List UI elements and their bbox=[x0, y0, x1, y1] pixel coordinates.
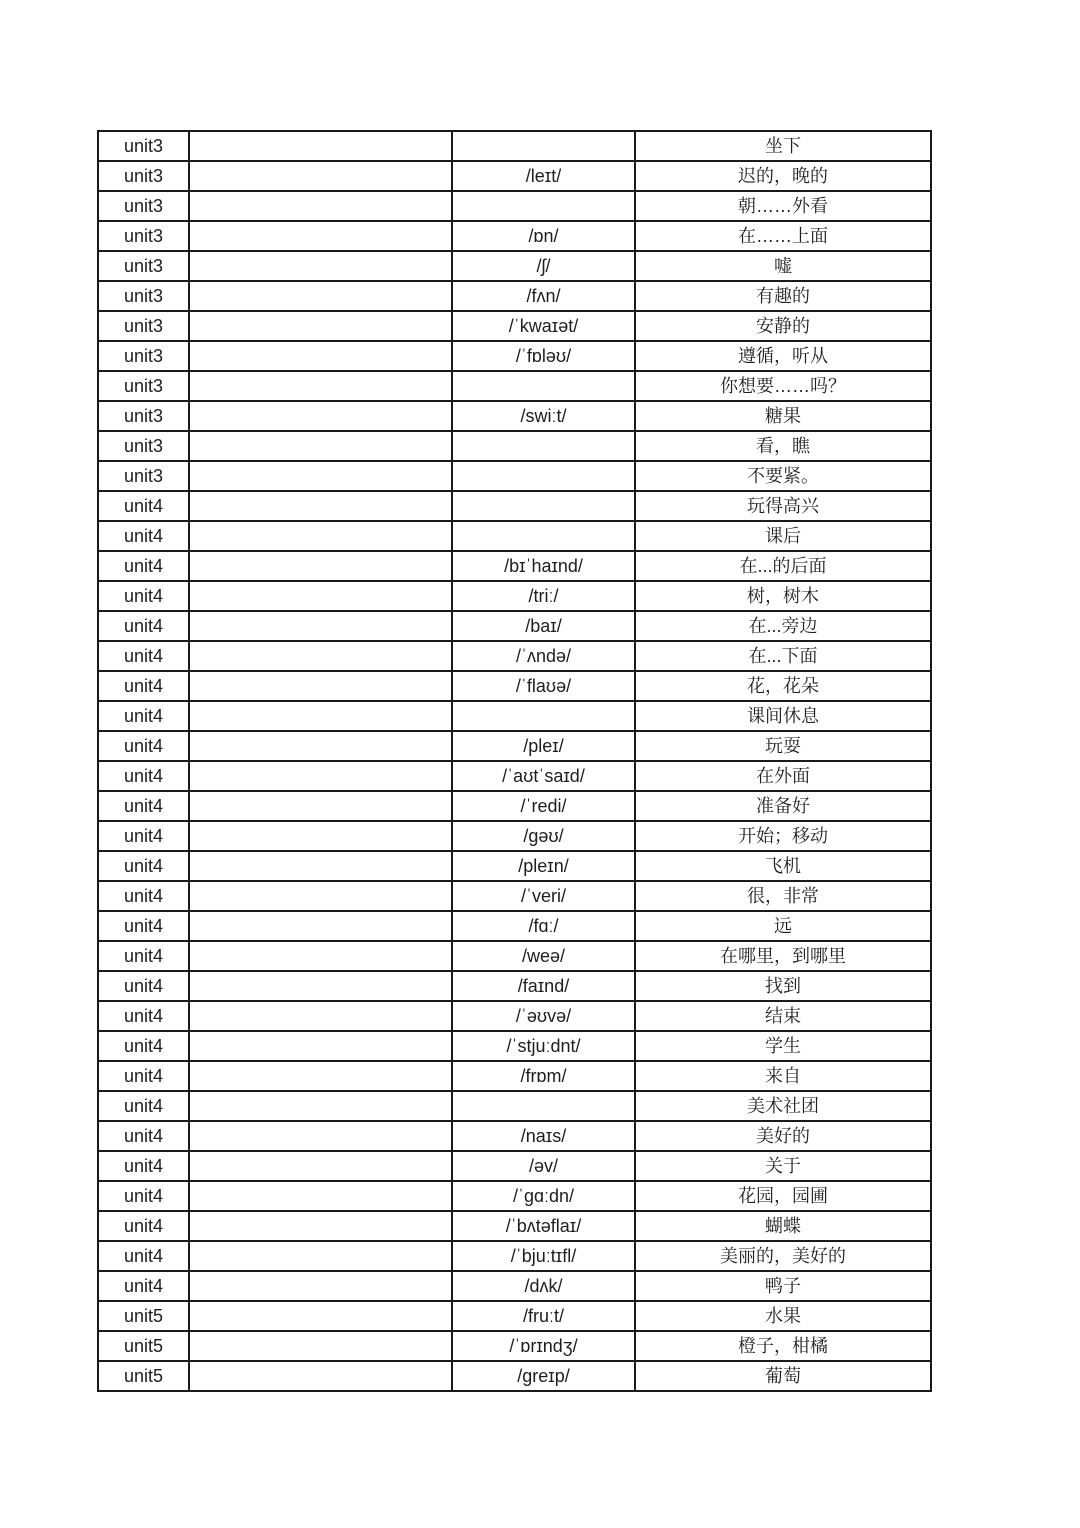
meaning-cell: 在……上面 bbox=[635, 221, 931, 251]
phonetic-cell bbox=[452, 461, 635, 491]
phonetic-cell bbox=[452, 371, 635, 401]
unit-cell: unit3 bbox=[98, 371, 189, 401]
word-cell bbox=[189, 1301, 452, 1331]
table-row bbox=[98, 161, 931, 191]
meaning-cell: 在外面 bbox=[635, 761, 931, 791]
unit-cell: unit4 bbox=[98, 551, 189, 581]
word-cell bbox=[189, 1181, 452, 1211]
meaning-cell: 玩耍 bbox=[635, 731, 931, 761]
table-row bbox=[98, 221, 931, 251]
meaning-cell: 在哪里，到哪里 bbox=[635, 941, 931, 971]
word-cell bbox=[189, 731, 452, 761]
unit-cell: unit3 bbox=[98, 431, 189, 461]
word-cell bbox=[189, 1211, 452, 1241]
table-row bbox=[98, 1001, 931, 1031]
unit-cell: unit4 bbox=[98, 1271, 189, 1301]
phonetic-cell bbox=[452, 431, 635, 461]
unit-cell: unit4 bbox=[98, 821, 189, 851]
unit-cell: unit4 bbox=[98, 1151, 189, 1181]
phonetic-cell: /ˈʌndə/ bbox=[452, 641, 635, 671]
meaning-cell: 远 bbox=[635, 911, 931, 941]
meaning-cell: 花，花朵 bbox=[635, 671, 931, 701]
table-row bbox=[98, 1091, 931, 1121]
table-row bbox=[98, 461, 931, 491]
table-row bbox=[98, 1361, 931, 1391]
unit-cell: unit3 bbox=[98, 161, 189, 191]
phonetic-cell: /leɪt/ bbox=[452, 161, 635, 191]
phonetic-cell: /ˈɡɑːdn/ bbox=[452, 1181, 635, 1211]
phonetic-cell: /fʌn/ bbox=[452, 281, 635, 311]
phonetic-cell bbox=[452, 521, 635, 551]
meaning-cell: 来自 bbox=[635, 1061, 931, 1091]
unit-cell: unit4 bbox=[98, 701, 189, 731]
unit-cell: unit3 bbox=[98, 251, 189, 281]
phonetic-cell bbox=[452, 1091, 635, 1121]
table-row bbox=[98, 491, 931, 521]
word-cell bbox=[189, 1151, 452, 1181]
word-cell bbox=[189, 281, 452, 311]
word-cell bbox=[189, 131, 452, 161]
word-cell bbox=[189, 1241, 452, 1271]
word-cell bbox=[189, 311, 452, 341]
table-row bbox=[98, 1151, 931, 1181]
unit-cell: unit4 bbox=[98, 971, 189, 1001]
unit-cell: unit3 bbox=[98, 281, 189, 311]
word-cell bbox=[189, 551, 452, 581]
table-row bbox=[98, 1181, 931, 1211]
word-cell bbox=[189, 1361, 452, 1391]
phonetic-cell: /swiːt/ bbox=[452, 401, 635, 431]
phonetic-cell: /ɒn/ bbox=[452, 221, 635, 251]
word-cell bbox=[189, 1061, 452, 1091]
meaning-cell: 开始；移动 bbox=[635, 821, 931, 851]
table-row bbox=[98, 1061, 931, 1091]
unit-cell: unit4 bbox=[98, 1211, 189, 1241]
phonetic-cell: /ˈɒrɪndʒ/ bbox=[452, 1331, 635, 1361]
phonetic-cell: /pleɪ/ bbox=[452, 731, 635, 761]
table-row bbox=[98, 881, 931, 911]
phonetic-cell: /ˈveri/ bbox=[452, 881, 635, 911]
word-cell bbox=[189, 971, 452, 1001]
unit-cell: unit5 bbox=[98, 1361, 189, 1391]
word-cell bbox=[189, 161, 452, 191]
meaning-cell: 学生 bbox=[635, 1031, 931, 1061]
word-cell bbox=[189, 791, 452, 821]
word-cell bbox=[189, 761, 452, 791]
meaning-cell: 有趣的 bbox=[635, 281, 931, 311]
unit-cell: unit5 bbox=[98, 1331, 189, 1361]
table-row bbox=[98, 311, 931, 341]
word-cell bbox=[189, 851, 452, 881]
word-cell bbox=[189, 521, 452, 551]
phonetic-cell: /ˈbʌtəflaɪ/ bbox=[452, 1211, 635, 1241]
meaning-cell: 美丽的，美好的 bbox=[635, 1241, 931, 1271]
phonetic-cell: /baɪ/ bbox=[452, 611, 635, 641]
word-cell bbox=[189, 251, 452, 281]
table-row bbox=[98, 1331, 931, 1361]
phonetic-cell: /naɪs/ bbox=[452, 1121, 635, 1151]
table-row bbox=[98, 281, 931, 311]
phonetic-cell bbox=[452, 701, 635, 731]
meaning-cell: 葡萄 bbox=[635, 1361, 931, 1391]
unit-cell: unit4 bbox=[98, 731, 189, 761]
unit-cell: unit4 bbox=[98, 581, 189, 611]
table-row bbox=[98, 581, 931, 611]
table-row bbox=[98, 911, 931, 941]
meaning-cell: 安静的 bbox=[635, 311, 931, 341]
word-cell bbox=[189, 371, 452, 401]
unit-cell: unit4 bbox=[98, 911, 189, 941]
table-row bbox=[98, 761, 931, 791]
unit-cell: unit5 bbox=[98, 1301, 189, 1331]
meaning-cell: 蝴蝶 bbox=[635, 1211, 931, 1241]
phonetic-cell: /ˈstjuːdnt/ bbox=[452, 1031, 635, 1061]
meaning-cell: 关于 bbox=[635, 1151, 931, 1181]
word-cell bbox=[189, 881, 452, 911]
meaning-cell: 迟的，晚的 bbox=[635, 161, 931, 191]
table-row bbox=[98, 941, 931, 971]
table-row bbox=[98, 851, 931, 881]
meaning-cell: 美术社团 bbox=[635, 1091, 931, 1121]
table-row bbox=[98, 731, 931, 761]
word-cell bbox=[189, 461, 452, 491]
meaning-cell: 树，树木 bbox=[635, 581, 931, 611]
word-cell bbox=[189, 701, 452, 731]
phonetic-cell: /pleɪn/ bbox=[452, 851, 635, 881]
word-cell bbox=[189, 1031, 452, 1061]
unit-cell: unit4 bbox=[98, 881, 189, 911]
meaning-cell: 遵循，听从 bbox=[635, 341, 931, 371]
phonetic-cell: /ˈflaʊə/ bbox=[452, 671, 635, 701]
word-cell bbox=[189, 671, 452, 701]
meaning-cell: 课间休息 bbox=[635, 701, 931, 731]
table-row bbox=[98, 371, 931, 401]
meaning-cell: 你想要……吗？ bbox=[635, 371, 931, 401]
meaning-cell: 朝……外看 bbox=[635, 191, 931, 221]
word-cell bbox=[189, 1331, 452, 1361]
phonetic-cell: /fruːt/ bbox=[452, 1301, 635, 1331]
phonetic-cell: /bɪˈhaɪnd/ bbox=[452, 551, 635, 581]
unit-cell: unit3 bbox=[98, 461, 189, 491]
table-row bbox=[98, 1241, 931, 1271]
unit-cell: unit4 bbox=[98, 941, 189, 971]
table-row bbox=[98, 1301, 931, 1331]
word-cell bbox=[189, 431, 452, 461]
meaning-cell: 在...下面 bbox=[635, 641, 931, 671]
unit-cell: unit3 bbox=[98, 311, 189, 341]
unit-cell: unit4 bbox=[98, 491, 189, 521]
table-row bbox=[98, 131, 931, 161]
word-cell bbox=[189, 1001, 452, 1031]
meaning-cell: 不要紧。 bbox=[635, 461, 931, 491]
unit-cell: unit3 bbox=[98, 401, 189, 431]
meaning-cell: 嘘 bbox=[635, 251, 931, 281]
phonetic-cell bbox=[452, 131, 635, 161]
phonetic-cell: /fɑː/ bbox=[452, 911, 635, 941]
unit-cell: unit4 bbox=[98, 641, 189, 671]
table-row bbox=[98, 431, 931, 461]
table-row bbox=[98, 521, 931, 551]
table-row bbox=[98, 971, 931, 1001]
phonetic-cell: /əv/ bbox=[452, 1151, 635, 1181]
unit-cell: unit4 bbox=[98, 1061, 189, 1091]
meaning-cell: 坐下 bbox=[635, 131, 931, 161]
meaning-cell: 水果 bbox=[635, 1301, 931, 1331]
word-cell bbox=[189, 941, 452, 971]
unit-cell: unit4 bbox=[98, 1001, 189, 1031]
unit-cell: unit3 bbox=[98, 341, 189, 371]
table-row bbox=[98, 671, 931, 701]
word-cell bbox=[189, 911, 452, 941]
phonetic-cell: /ˈredi/ bbox=[452, 791, 635, 821]
table-row bbox=[98, 191, 931, 221]
meaning-cell: 找到 bbox=[635, 971, 931, 1001]
phonetic-cell: /triː/ bbox=[452, 581, 635, 611]
unit-cell: unit4 bbox=[98, 851, 189, 881]
unit-cell: unit4 bbox=[98, 1031, 189, 1061]
meaning-cell: 课后 bbox=[635, 521, 931, 551]
unit-cell: unit4 bbox=[98, 791, 189, 821]
table-row bbox=[98, 551, 931, 581]
word-cell bbox=[189, 401, 452, 431]
word-cell bbox=[189, 581, 452, 611]
table-row bbox=[98, 401, 931, 431]
table-row bbox=[98, 1271, 931, 1301]
unit-cell: unit3 bbox=[98, 221, 189, 251]
unit-cell: unit4 bbox=[98, 611, 189, 641]
meaning-cell: 飞机 bbox=[635, 851, 931, 881]
word-cell bbox=[189, 641, 452, 671]
word-cell bbox=[189, 1121, 452, 1151]
phonetic-cell: /dʌk/ bbox=[452, 1271, 635, 1301]
table-row bbox=[98, 1031, 931, 1061]
phonetic-cell bbox=[452, 491, 635, 521]
unit-cell: unit4 bbox=[98, 521, 189, 551]
meaning-cell: 鸭子 bbox=[635, 1271, 931, 1301]
word-cell bbox=[189, 221, 452, 251]
meaning-cell: 花园，园圃 bbox=[635, 1181, 931, 1211]
meaning-cell: 在...旁边 bbox=[635, 611, 931, 641]
meaning-cell: 看，瞧 bbox=[635, 431, 931, 461]
phonetic-cell: /ʃ/ bbox=[452, 251, 635, 281]
phonetic-cell: /ˈəʊvə/ bbox=[452, 1001, 635, 1031]
unit-cell: unit4 bbox=[98, 1181, 189, 1211]
unit-cell: unit4 bbox=[98, 1121, 189, 1151]
table-row bbox=[98, 341, 931, 371]
word-cell bbox=[189, 821, 452, 851]
word-cell bbox=[189, 191, 452, 221]
word-cell bbox=[189, 1271, 452, 1301]
table-row bbox=[98, 641, 931, 671]
meaning-cell: 糖果 bbox=[635, 401, 931, 431]
unit-cell: unit4 bbox=[98, 1241, 189, 1271]
meaning-cell: 美好的 bbox=[635, 1121, 931, 1151]
unit-cell: unit4 bbox=[98, 761, 189, 791]
vocabulary-table bbox=[97, 130, 932, 1392]
phonetic-cell: /ɡəʊ/ bbox=[452, 821, 635, 851]
table-row bbox=[98, 251, 931, 281]
table-row bbox=[98, 611, 931, 641]
word-cell bbox=[189, 491, 452, 521]
word-cell bbox=[189, 341, 452, 371]
phonetic-cell: /ˈfɒləʊ/ bbox=[452, 341, 635, 371]
table-row bbox=[98, 701, 931, 731]
table-row bbox=[98, 1121, 931, 1151]
word-cell bbox=[189, 1091, 452, 1121]
meaning-cell: 结束 bbox=[635, 1001, 931, 1031]
word-cell bbox=[189, 611, 452, 641]
table-row bbox=[98, 1211, 931, 1241]
meaning-cell: 橙子，柑橘 bbox=[635, 1331, 931, 1361]
phonetic-cell: /ˈaʊtˈsaɪd/ bbox=[452, 761, 635, 791]
phonetic-cell: /ˈkwaɪət/ bbox=[452, 311, 635, 341]
meaning-cell: 准备好 bbox=[635, 791, 931, 821]
unit-cell: unit3 bbox=[98, 131, 189, 161]
meaning-cell: 很，非常 bbox=[635, 881, 931, 911]
unit-cell: unit4 bbox=[98, 1091, 189, 1121]
vocab-table-body bbox=[98, 131, 931, 1391]
phonetic-cell: /frɒm/ bbox=[452, 1061, 635, 1091]
phonetic-cell: /faɪnd/ bbox=[452, 971, 635, 1001]
unit-cell: unit3 bbox=[98, 191, 189, 221]
meaning-cell: 玩得高兴 bbox=[635, 491, 931, 521]
table-row bbox=[98, 821, 931, 851]
phonetic-cell bbox=[452, 191, 635, 221]
phonetic-cell: /weə/ bbox=[452, 941, 635, 971]
table-row bbox=[98, 791, 931, 821]
phonetic-cell: /ɡreɪp/ bbox=[452, 1361, 635, 1391]
phonetic-cell: /ˈbjuːtɪfl/ bbox=[452, 1241, 635, 1271]
meaning-cell: 在...的后面 bbox=[635, 551, 931, 581]
unit-cell: unit4 bbox=[98, 671, 189, 701]
